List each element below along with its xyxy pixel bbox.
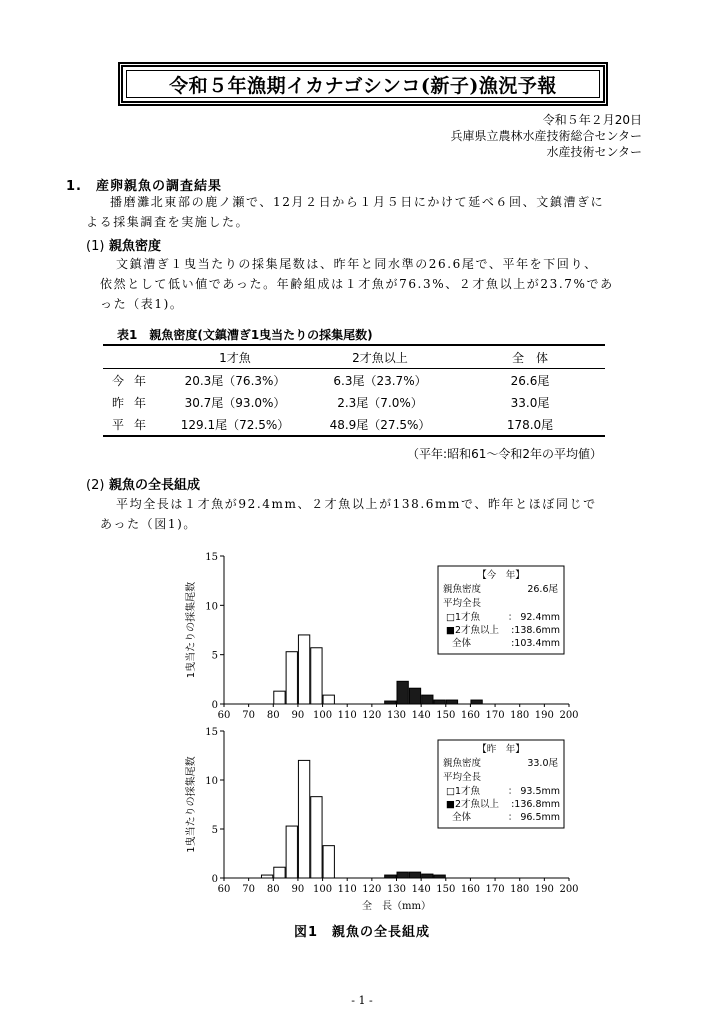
x-tick-label: 190 [534,884,554,895]
issue-block [450,112,642,160]
sub2-title: 親魚の全長組成 [108,478,200,493]
x-tick-label: 110 [337,710,357,721]
table-row [103,413,605,436]
histogram-bar [409,872,420,878]
legend-value: :136.8mm [511,799,560,810]
x-tick-label: 120 [362,884,382,895]
x-tick-label: 110 [337,884,357,895]
sub1-heading [86,235,161,254]
x-tick-label: 130 [386,884,407,895]
issue-dept: 水産技術センター [546,145,642,159]
x-tick-label: 90 [291,884,305,895]
histogram-bar [385,875,396,878]
table-header-cell [103,345,165,369]
legend-value: ： 96.5mm [507,812,560,823]
x-tick-label: 160 [460,884,480,895]
legend-value: 33.0尾 [527,758,558,769]
histogram-bar [385,701,396,704]
issue-date: 令和５年２月20日 [542,113,642,127]
sub2-number: (2) [86,478,105,493]
y-tick-label: 15 [205,727,218,738]
x-tick-label: 60 [217,884,231,895]
y-tick-label: 0 [211,874,218,885]
y-axis-label: 1曳当たりの採集尾数 [186,581,197,679]
histogram-bar [409,688,420,704]
x-tick-label: 100 [313,710,333,721]
y-tick-label: 15 [205,552,218,563]
histogram-bar [286,652,297,704]
table-caption: 表1 親魚密度(文鎮漕ぎ1曳当たりの採集尾数) [117,328,373,342]
table-row [103,369,605,392]
x-tick-label: 160 [460,710,480,721]
table-cell: 178.0尾 [455,413,605,436]
x-tick-label: 170 [485,710,505,721]
histogram-bar [311,648,322,704]
x-tick-label: 120 [362,710,382,721]
legend-label: ■2才魚以上 [446,799,500,810]
legend-label: 全体 [452,812,472,823]
histogram-bar [323,695,334,704]
sub2-line2: あった（図1)。 [100,517,197,531]
sub1-line1: 文鎮漕ぎ１曳当たりの採集尾数は、昨年と同水準の26.6尾で、平年を下回り、 [116,257,598,271]
legend-title: 【昨 年】 [477,744,525,755]
page-title: 令和５年漁期イカナゴシンコ(新子)漁況予報 [169,74,557,97]
table-note: （平年:昭和61～令和2年の平均値） [407,447,602,461]
histogram-bar [274,867,285,878]
histogram-bar [323,846,334,878]
x-tick-label: 170 [485,884,505,895]
legend-title: 【今 年】 [477,570,525,581]
y-tick-label: 10 [205,776,218,787]
histogram-bar [471,700,482,704]
page-number: - 1 - [351,994,373,1007]
section1-line2: よる採集調査を実施した。 [86,215,250,229]
table-cell: 今年 [111,373,156,388]
table-row [103,391,605,413]
histogram-bar [298,635,309,704]
x-tick-label: 90 [291,710,305,721]
sub2-heading [86,474,200,493]
x-tick-label: 140 [411,884,431,895]
x-tick-label: 70 [242,710,256,721]
x-tick-label: 100 [313,884,333,895]
table-cell: 48.9尾（27.5%） [305,413,455,436]
x-tick-label: 140 [411,710,431,721]
table-cell: 昨年 [111,395,156,410]
table-header-cell: 2才魚以上 [305,345,455,369]
table-cell: 2.3尾（7.0%） [337,395,423,410]
legend-value: ： 93.5mm [507,786,560,797]
table-header-cell: 1才魚 [165,345,305,369]
table-cell: 6.3尾（23.7%） [333,373,427,388]
legend-value: :138.6mm [511,625,560,636]
histogram-bar [434,875,445,878]
x-tick-label: 200 [559,710,579,721]
histogram-bar [286,826,297,878]
x-tick-label: 180 [510,884,530,895]
sub1-number: (1) [86,239,105,254]
x-tick-label: 60 [217,710,231,721]
sub1-line2: 依然として低い値であった。年齢組成は１才魚が76.3%、２才魚以上が23.7%であ [100,277,614,291]
legend-label: 平均全長 [443,598,482,609]
histogram-bar [261,875,272,878]
legend-value: 26.6尾 [527,584,558,595]
legend-label: ■2才魚以上 [446,625,500,636]
table-header-cell: 全 体 [455,345,605,369]
y-tick-label: 5 [211,650,218,662]
histogram-bar [311,797,322,878]
table-cell: 33.0尾 [510,395,550,410]
x-tick-label: 130 [386,710,407,721]
sub1-line3: った（表1)。 [100,297,184,311]
density-table [103,344,605,437]
histogram-bar [397,872,408,878]
table-cell: 20.3尾（76.3%） [184,373,286,388]
legend-label: □1才魚 [446,786,481,797]
x-tick-label: 150 [436,884,456,895]
figure-caption: 図1 親魚の全長組成 [293,925,431,940]
histogram-bar [446,700,457,704]
x-tick-label: 200 [559,884,579,895]
x-tick-label: 80 [266,884,280,895]
legend-label: 全体 [452,638,472,649]
sub1-title: 親魚密度 [108,239,161,254]
x-tick-label: 70 [242,884,256,895]
section1-heading: 1. 産卵親魚の調査結果 [66,179,222,194]
table-header-row [103,345,605,369]
legend-label: 親魚密度 [443,758,482,769]
legend-label: □1才魚 [446,612,481,623]
x-tick-label: 190 [534,710,554,721]
y-tick-label: 10 [205,601,218,613]
length-histograms [0,540,724,920]
y-axis-label: 1曳当たりの採集尾数 [186,756,197,853]
histogram-bar [397,681,408,704]
table-cell: 26.6尾 [510,373,550,388]
histogram-bar [434,700,445,704]
title-inner [126,70,600,98]
title-frame [118,62,608,106]
y-tick-label: 5 [211,825,218,836]
y-tick-label: 0 [211,700,218,711]
legend-label: 親魚密度 [443,584,482,595]
issue-org: 兵庫県立農林水産技術総合センター [450,129,642,143]
legend-label: 平均全長 [443,772,482,783]
histogram-bar [422,695,433,704]
histogram-bar [298,760,309,878]
section1-line1: 播磨灘北東部の鹿ノ瀬で、12月２日から１月５日にかけて延べ６回、文鎮漕ぎに [110,195,605,209]
histogram-bar [274,691,285,704]
histogram-bar [422,874,433,878]
table-cell: 平年 [103,413,165,436]
x-tick-label: 180 [510,710,530,721]
table-cell: 30.7尾（93.0%） [184,395,286,410]
legend-value: :103.4mm [511,638,560,649]
x-tick-label: 150 [436,710,456,721]
sub2-line1: 平均全長は１才魚が92.4mm、２才魚以上が138.6mmで、昨年とほぼ同じで [116,497,597,511]
x-axis-label: 全 長（mm） [362,901,431,912]
legend-value: ： 92.4mm [507,612,560,623]
x-tick-label: 80 [266,710,280,721]
table-cell: 129.1尾（72.5%） [165,413,305,436]
